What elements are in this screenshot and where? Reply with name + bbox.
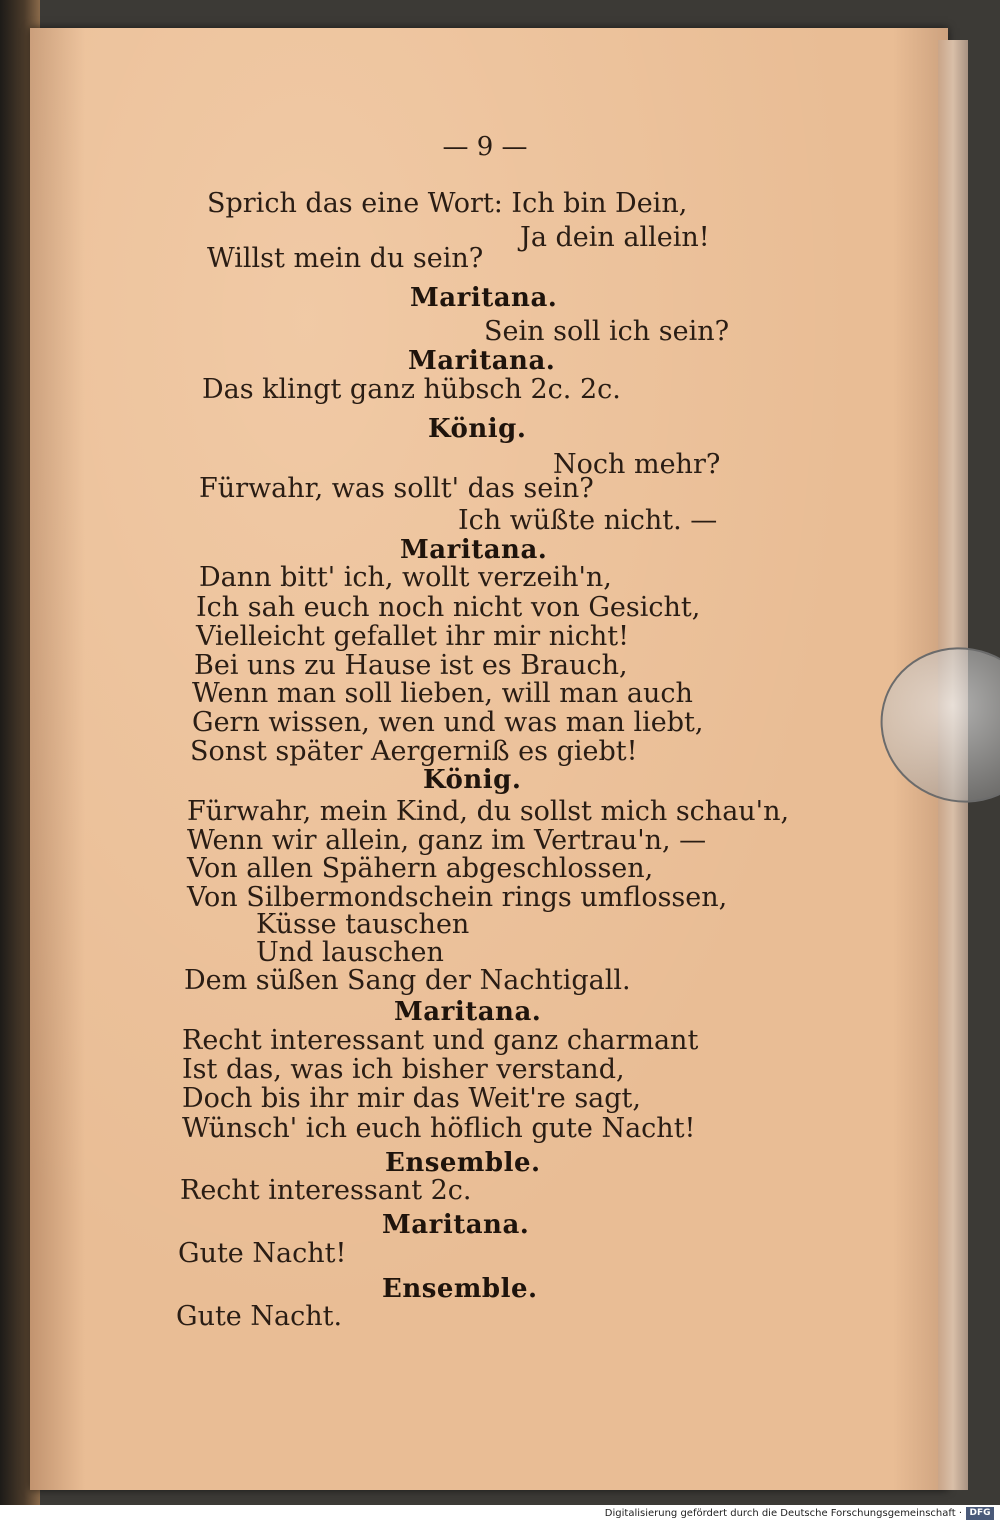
speaker-heading: König. — [428, 414, 527, 444]
verse-line: Fürwahr, mein Kind, du sollst mich schau'n, — [187, 796, 790, 827]
verse-line: Ist das, was ich bisher verstand, — [182, 1054, 625, 1085]
verse-line: Dann bitt' ich, wollt verzeih'n, — [199, 562, 612, 593]
verse-line: Noch mehr? — [553, 449, 721, 480]
verse-line: Wünsch' ich euch höflich gute Nacht! — [182, 1113, 696, 1144]
dfg-logo: DFG — [966, 1507, 994, 1520]
verse-line: Sonst später Aergerniß es giebt! — [190, 736, 638, 767]
speaker-heading: Maritana. — [410, 283, 558, 313]
verse-line: Recht interessant 2c. — [180, 1175, 472, 1206]
footer-credit: Digitalisierung gefördert durch die Deutsche Forschungsgemeinschaft · — [604, 1508, 962, 1519]
verse-line: Ja dein allein! — [520, 222, 710, 253]
verse-line: Gute Nacht! — [178, 1238, 347, 1269]
verse-line: Von Silbermondschein rings umflossen, — [187, 882, 728, 913]
verse-line: Küsse tauschen — [256, 909, 470, 940]
speaker-heading: Ensemble. — [385, 1148, 541, 1178]
verse-line: Bei uns zu Hause ist es Brauch, — [194, 650, 628, 681]
verse-line: Und lauschen — [256, 937, 444, 968]
verse-line: Wenn man soll lieben, will man auch — [192, 678, 693, 709]
verse-line: Sprich das eine Wort: Ich bin Dein, — [207, 188, 688, 219]
verse-line: Das klingt ganz hübsch 2c. 2c. — [202, 374, 621, 405]
verse-line: Vielleicht gefallet ihr mir nicht! — [196, 621, 629, 652]
verse-line: Gern wissen, wen und was man liebt, — [192, 707, 704, 738]
speaker-heading: Ensemble. — [382, 1274, 538, 1304]
verse-line: Dem süßen Sang der Nachtigall. — [184, 965, 631, 996]
verse-line: Sein soll ich sein? — [484, 316, 730, 347]
speaker-heading: Maritana. — [394, 997, 542, 1027]
verse-line: Ich wüßte nicht. — — [458, 505, 718, 536]
speaker-heading: Maritana. — [408, 346, 556, 376]
verse-line: Von allen Spähern abgeschlossen, — [187, 853, 654, 884]
verse-line: Ich sah euch noch nicht von Gesicht, — [196, 592, 701, 623]
verse-line: Gute Nacht. — [176, 1301, 343, 1332]
page-number: — 9 — — [442, 132, 528, 162]
verse-line: Fürwahr, was sollt' das sein? — [199, 473, 594, 504]
speaker-heading: König. — [423, 765, 522, 795]
verse-line: Wenn wir allein, ganz im Vertrau'n, — — [187, 825, 707, 856]
speaker-heading: Maritana. — [382, 1210, 530, 1240]
speaker-heading: Maritana. — [400, 535, 548, 565]
verse-line: Willst mein du sein? — [207, 243, 484, 274]
verse-line: Doch bis ihr mir das Weit're sagt, — [182, 1083, 641, 1114]
verse-line: Recht interessant und ganz charmant — [182, 1025, 699, 1056]
